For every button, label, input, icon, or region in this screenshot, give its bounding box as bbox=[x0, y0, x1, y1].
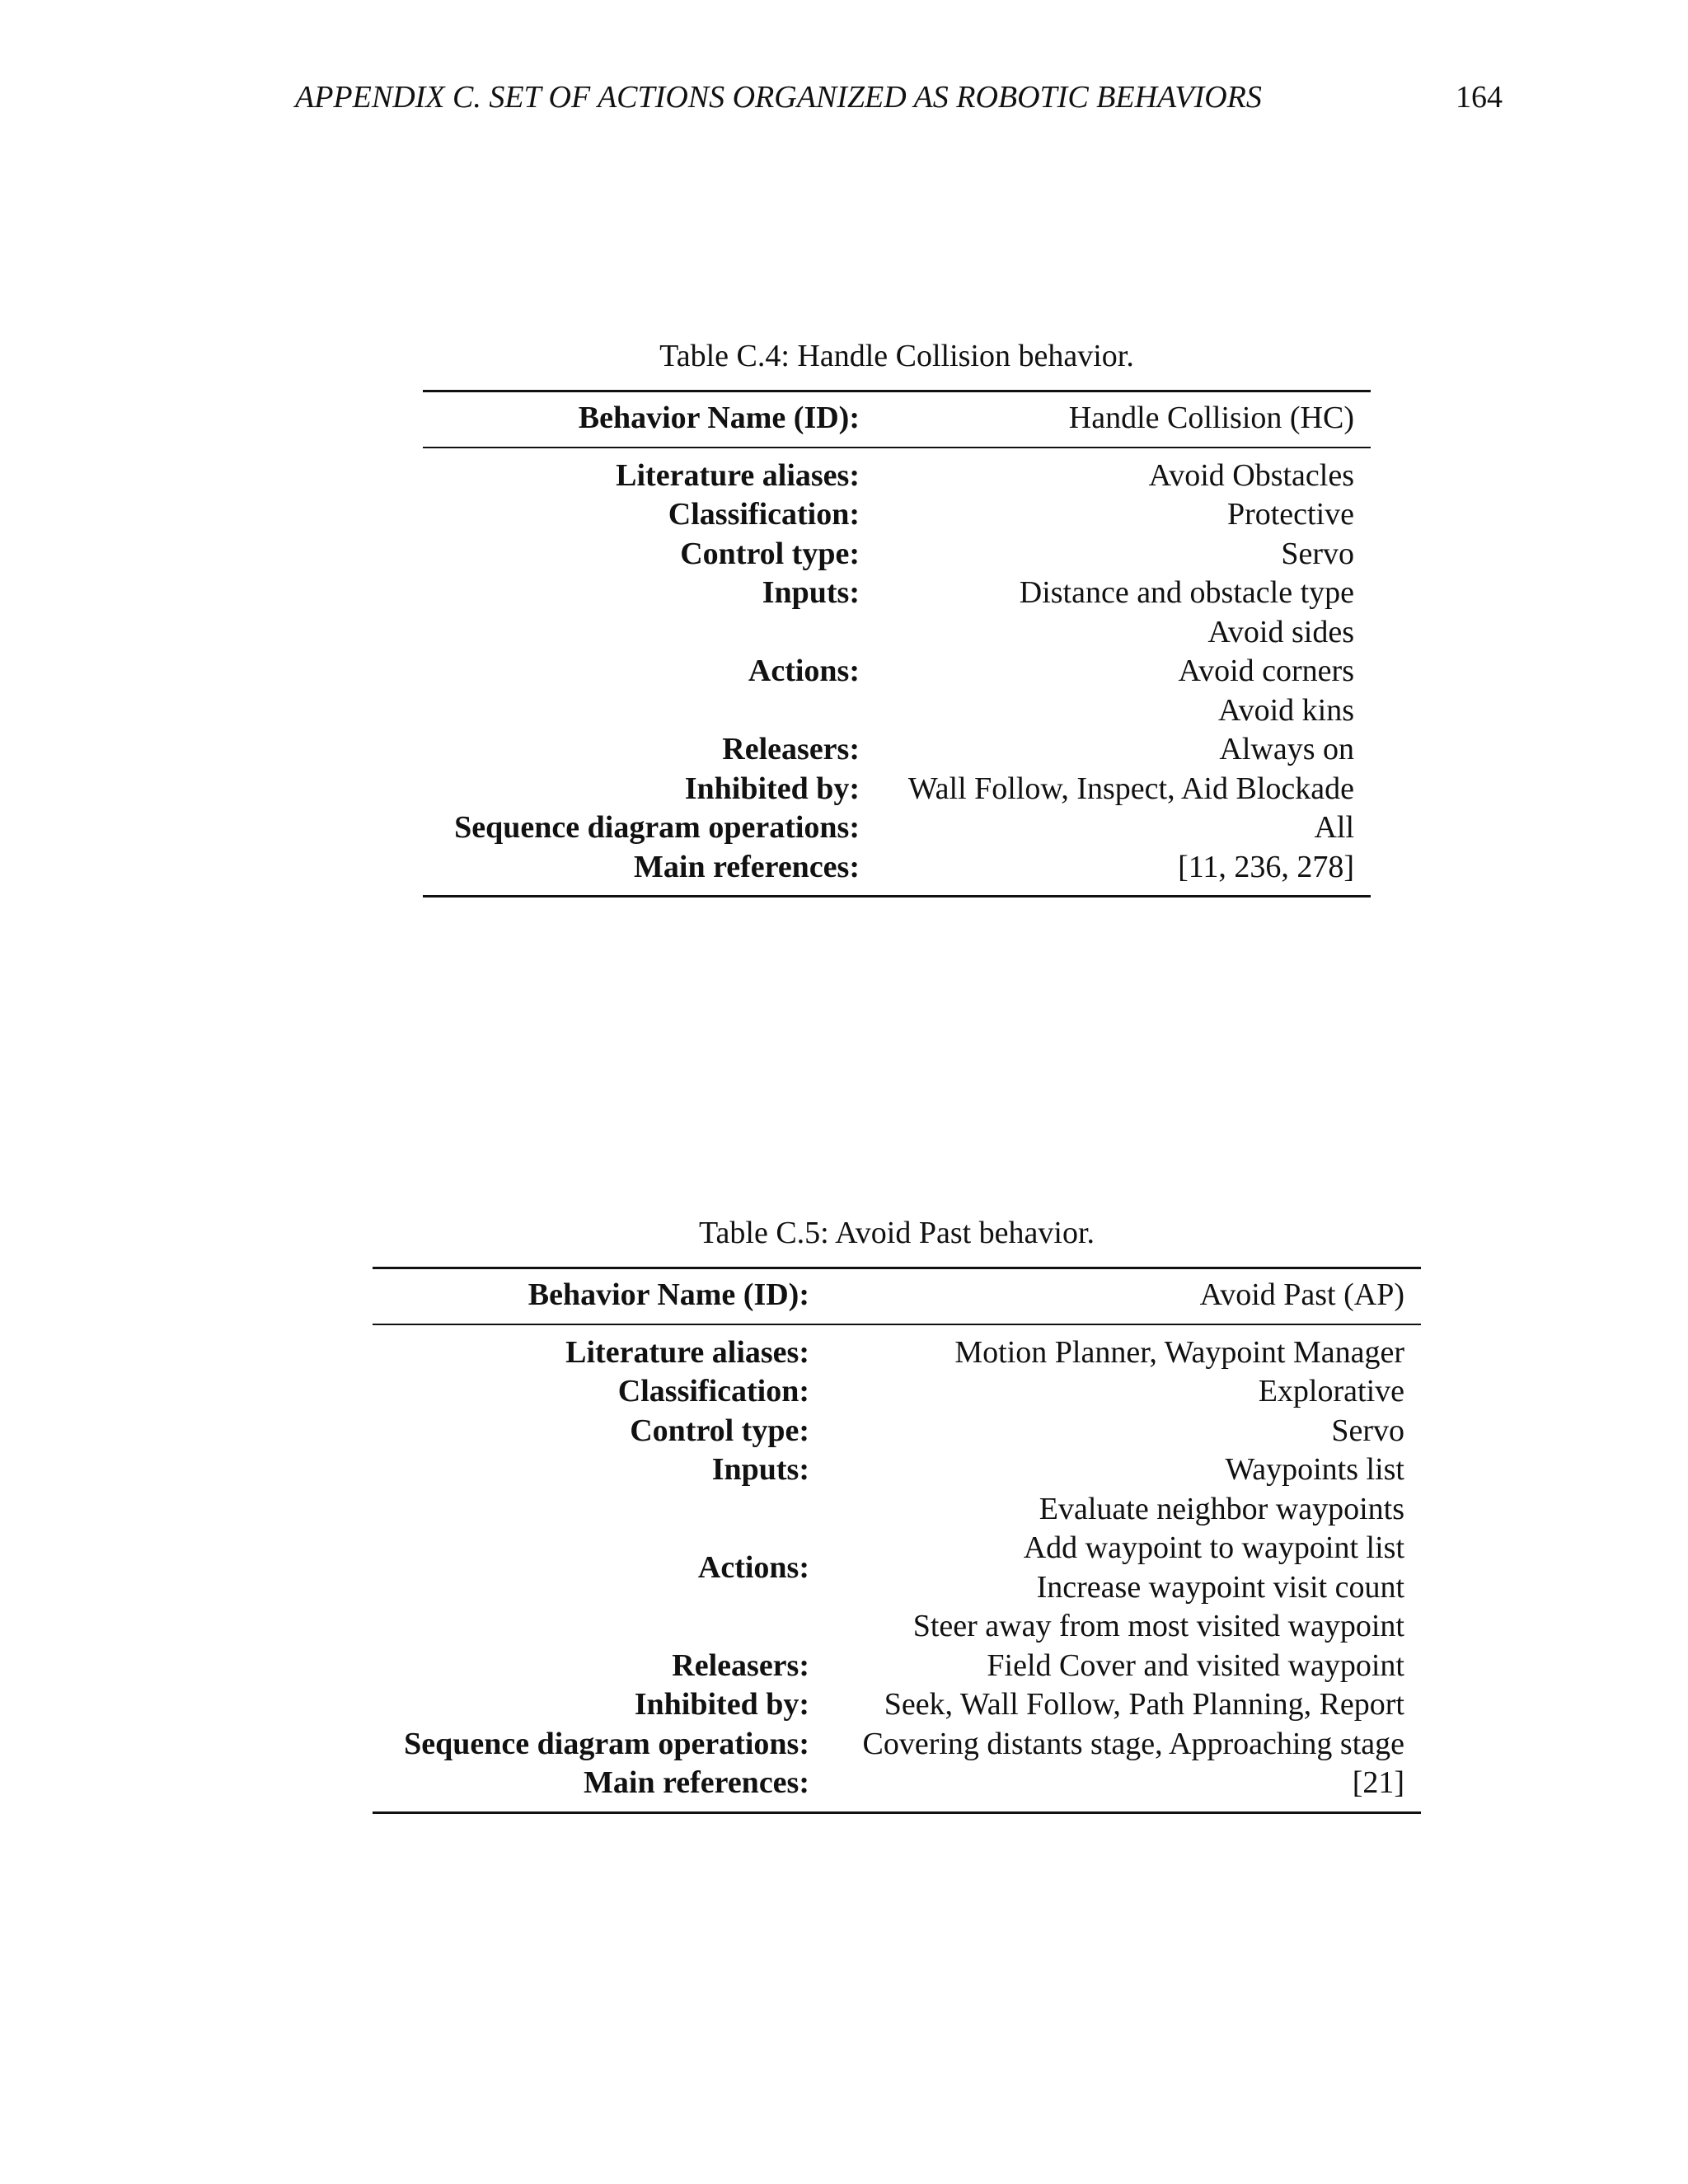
value-line: All bbox=[1314, 810, 1354, 845]
table-c5-block bbox=[373, 1213, 1421, 1814]
table-body bbox=[373, 1325, 1421, 1811]
table-row bbox=[373, 1725, 1421, 1765]
value-line: Evaluate neighbor waypoints bbox=[1039, 1491, 1404, 1526]
row-label: Inhibited by: bbox=[684, 771, 860, 806]
table-row bbox=[423, 574, 1371, 613]
table-caption: Table C.5: Avoid Past behavior. bbox=[698, 1216, 1095, 1250]
table-caption: Table C.4: Handle Collision behavior. bbox=[659, 339, 1134, 373]
row-label: Actions: bbox=[697, 1549, 809, 1585]
header-value: Handle Collision (HC) bbox=[1068, 401, 1354, 435]
row-value bbox=[860, 730, 1371, 770]
page-number: 164 bbox=[1456, 80, 1503, 115]
table-row bbox=[423, 613, 1371, 731]
row-label: Actions: bbox=[748, 654, 860, 688]
value-line: Always on bbox=[1219, 732, 1354, 766]
value-line: Avoid Obstacles bbox=[1148, 457, 1354, 493]
table-row bbox=[423, 457, 1371, 496]
table-row bbox=[423, 495, 1371, 535]
value-line: Motion Planner, Waypoint Manager bbox=[954, 1334, 1404, 1370]
row-value bbox=[860, 848, 1371, 888]
table-row bbox=[423, 848, 1371, 888]
value-line: Waypoints list bbox=[1225, 1452, 1404, 1487]
value-line: Steer away from most visited waypoint bbox=[912, 1609, 1404, 1643]
table-row bbox=[423, 770, 1371, 809]
row-value bbox=[809, 1490, 1421, 1647]
row-value bbox=[809, 1685, 1421, 1725]
table-row bbox=[373, 1685, 1421, 1725]
behavior-table bbox=[373, 1267, 1421, 1814]
value-line: Protective bbox=[1226, 497, 1354, 532]
table-row bbox=[373, 1764, 1421, 1803]
row-value bbox=[860, 808, 1371, 848]
behavior-table bbox=[423, 390, 1371, 898]
row-label: Literature aliases: bbox=[616, 457, 860, 493]
value-line: [21] bbox=[1352, 1765, 1404, 1800]
row-label: Sequence diagram operations: bbox=[454, 810, 860, 845]
value-line: [11, 236, 278] bbox=[1178, 849, 1354, 884]
row-label: Releasers: bbox=[672, 1647, 809, 1683]
row-label: Inhibited by: bbox=[634, 1687, 809, 1722]
row-value bbox=[809, 1764, 1421, 1803]
table-body bbox=[423, 448, 1371, 896]
value-line: Avoid corners bbox=[1178, 654, 1354, 688]
row-label: Classification: bbox=[668, 497, 860, 532]
value-line: Servo bbox=[1281, 536, 1354, 571]
table-row bbox=[423, 808, 1371, 848]
row-value bbox=[809, 1372, 1421, 1412]
row-value bbox=[809, 1647, 1421, 1686]
value-line: Field Cover and visited waypoint bbox=[987, 1647, 1404, 1683]
row-value bbox=[809, 1725, 1421, 1765]
row-label: Classification: bbox=[617, 1374, 809, 1408]
table-row bbox=[373, 1451, 1421, 1490]
table-row bbox=[373, 1412, 1421, 1451]
row-label: Releasers: bbox=[722, 732, 860, 766]
value-line: Distance and obstacle type bbox=[1019, 575, 1354, 610]
row-label: Control type: bbox=[680, 536, 860, 571]
value-line: Covering distants stage, Approaching stage bbox=[862, 1726, 1404, 1761]
value-line: Explorative bbox=[1258, 1374, 1404, 1408]
value-line: Avoid sides bbox=[1207, 614, 1354, 649]
table-row bbox=[423, 730, 1371, 770]
table-row bbox=[373, 1333, 1421, 1373]
row-value bbox=[860, 770, 1371, 809]
running-head-title: APPENDIX C. SET OF ACTIONS ORGANIZED AS ROBOTIC BEHAVIORS bbox=[295, 80, 1262, 115]
table-row bbox=[423, 535, 1371, 574]
row-label: Literature aliases: bbox=[565, 1334, 809, 1370]
header-label: Behavior Name (ID): bbox=[578, 401, 860, 435]
row-value bbox=[860, 535, 1371, 574]
value-line: Seek, Wall Follow, Path Planning, Report bbox=[884, 1687, 1404, 1722]
running-head bbox=[295, 79, 1503, 122]
row-value bbox=[809, 1412, 1421, 1451]
value-line: Increase waypoint visit count bbox=[1036, 1569, 1404, 1605]
row-label: Main references: bbox=[584, 1765, 809, 1800]
value-line: Avoid kins bbox=[1217, 692, 1354, 728]
header-label: Behavior Name (ID): bbox=[528, 1277, 809, 1312]
header-value: Avoid Past (AP) bbox=[1199, 1277, 1404, 1312]
table-header-row bbox=[423, 392, 1371, 448]
row-value bbox=[860, 495, 1371, 535]
row-label: Main references: bbox=[634, 849, 860, 884]
row-value bbox=[860, 613, 1371, 731]
value-line: Add waypoint to waypoint list bbox=[1023, 1530, 1404, 1565]
row-value bbox=[860, 457, 1371, 496]
table-row bbox=[373, 1647, 1421, 1686]
row-label: Inputs: bbox=[711, 1452, 809, 1487]
table-row bbox=[373, 1490, 1421, 1647]
table-header-row bbox=[373, 1269, 1421, 1325]
row-label: Inputs: bbox=[762, 575, 860, 610]
row-value bbox=[809, 1451, 1421, 1490]
row-label: Sequence diagram operations: bbox=[404, 1726, 809, 1761]
row-value bbox=[860, 574, 1371, 613]
table-c4-block bbox=[423, 336, 1371, 898]
row-value bbox=[809, 1333, 1421, 1373]
value-line: Servo bbox=[1331, 1413, 1404, 1448]
row-label: Control type: bbox=[630, 1413, 809, 1448]
value-line: Wall Follow, Inspect, Aid Blockade bbox=[907, 771, 1354, 806]
table-row bbox=[373, 1372, 1421, 1412]
